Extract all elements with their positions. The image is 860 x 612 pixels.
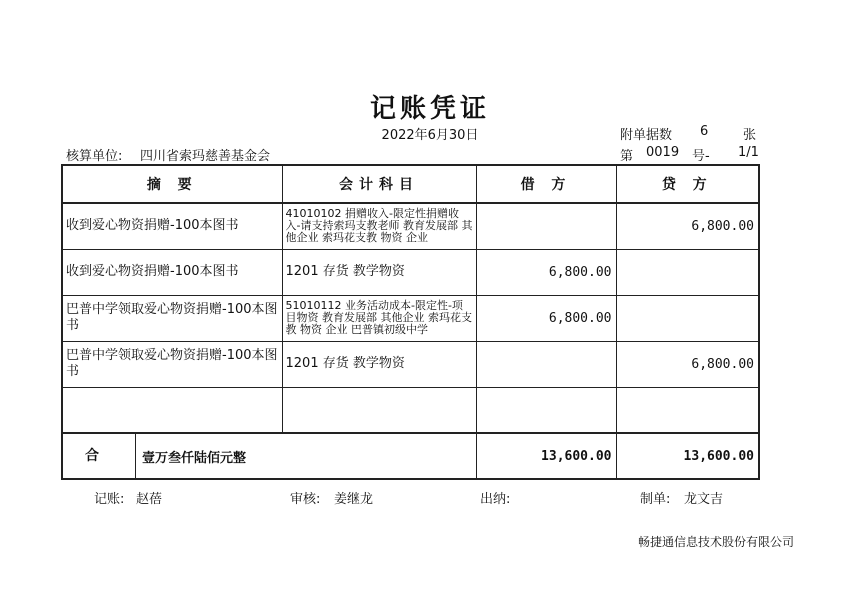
- reviewer-name: 姜继龙: [334, 492, 374, 507]
- preparer-name: 龙文吉: [684, 492, 724, 507]
- row-credit: 6,800.00: [616, 203, 759, 249]
- col-summary: 摘 要: [62, 165, 282, 203]
- row-credit: [616, 295, 759, 341]
- row-account: 1201 存货 教学物资: [282, 341, 476, 387]
- voucher-title: 记账凭证: [369, 94, 490, 124]
- row-debit: [476, 203, 616, 249]
- total-row: [62, 433, 759, 479]
- attachments-count: 6: [700, 124, 709, 139]
- row-summary: 巴普中学领取爱心物资捐赠-100本图书: [62, 341, 282, 387]
- voucher-no-number: 0019: [646, 145, 680, 160]
- row-account: 51010112 业务活动成本-限定性-项目物资 教育发展部 其他企业 索玛花支教 物资 企业 巴普镇初级中学: [282, 295, 476, 341]
- row-credit: [616, 387, 759, 433]
- table-row: [62, 295, 759, 341]
- table-row: [62, 341, 759, 387]
- voucher-date: 2022年6月30日: [381, 128, 479, 143]
- total-label: 合: [63, 434, 136, 478]
- col-credit: 贷 方: [616, 165, 759, 203]
- row-account: 41010102 捐赠收入-限定性捐赠收入-请支持索玛支教老师 教育发展部 其他企业 索玛花支教 物资 企业: [282, 203, 476, 249]
- row-debit: [476, 387, 616, 433]
- row-summary: 收到爱心物资捐赠-100本图书: [62, 249, 282, 295]
- col-account: 会计科目: [282, 165, 476, 203]
- attachments-label: 附单据数: [620, 128, 673, 143]
- preparer-label: 制单:: [640, 492, 671, 507]
- row-summary: 收到爱心物资捐赠-100本图书: [62, 203, 282, 249]
- cashier-label: 出纳:: [480, 492, 511, 507]
- row-account: [282, 387, 476, 433]
- table-header: [62, 165, 759, 203]
- row-summary: 巴普中学领取爱心物资捐赠-100本图书: [62, 295, 282, 341]
- total-cell: [62, 433, 476, 479]
- total-credit: 13,600.00: [616, 433, 759, 479]
- total-debit: 13,600.00: [476, 433, 616, 479]
- voucher-no-prefix: 第: [620, 149, 634, 164]
- row-account: 1201 存货 教学物资: [282, 249, 476, 295]
- voucher-table: [61, 164, 760, 480]
- bookkeeper-name: 赵蓓: [136, 492, 163, 507]
- col-debit: 借 方: [476, 165, 616, 203]
- total-amount-in-words: 壹万叁仟陆佰元整: [142, 450, 247, 466]
- reviewer-label: 审核:: [290, 492, 321, 507]
- row-credit: 6,800.00: [616, 341, 759, 387]
- row-debit: 6,800.00: [476, 295, 616, 341]
- row-debit: [476, 341, 616, 387]
- table-row: [62, 249, 759, 295]
- row-debit: 6,800.00: [476, 249, 616, 295]
- bookkeeper-label: 记账:: [94, 492, 125, 507]
- table-row: [62, 203, 759, 249]
- voucher-no-suffix: 号-: [692, 149, 710, 164]
- table-row-empty: [62, 387, 759, 433]
- accounting-unit-name: 四川省索玛慈善基金会: [140, 149, 271, 164]
- attachments-unit: 张: [743, 128, 757, 143]
- software-company: 畅捷通信息技术股份有限公司: [637, 535, 794, 549]
- accounting-unit-label: 核算单位:: [66, 149, 123, 164]
- row-summary: [62, 387, 282, 433]
- voucher-page: 1/1: [738, 145, 759, 160]
- row-credit: [616, 249, 759, 295]
